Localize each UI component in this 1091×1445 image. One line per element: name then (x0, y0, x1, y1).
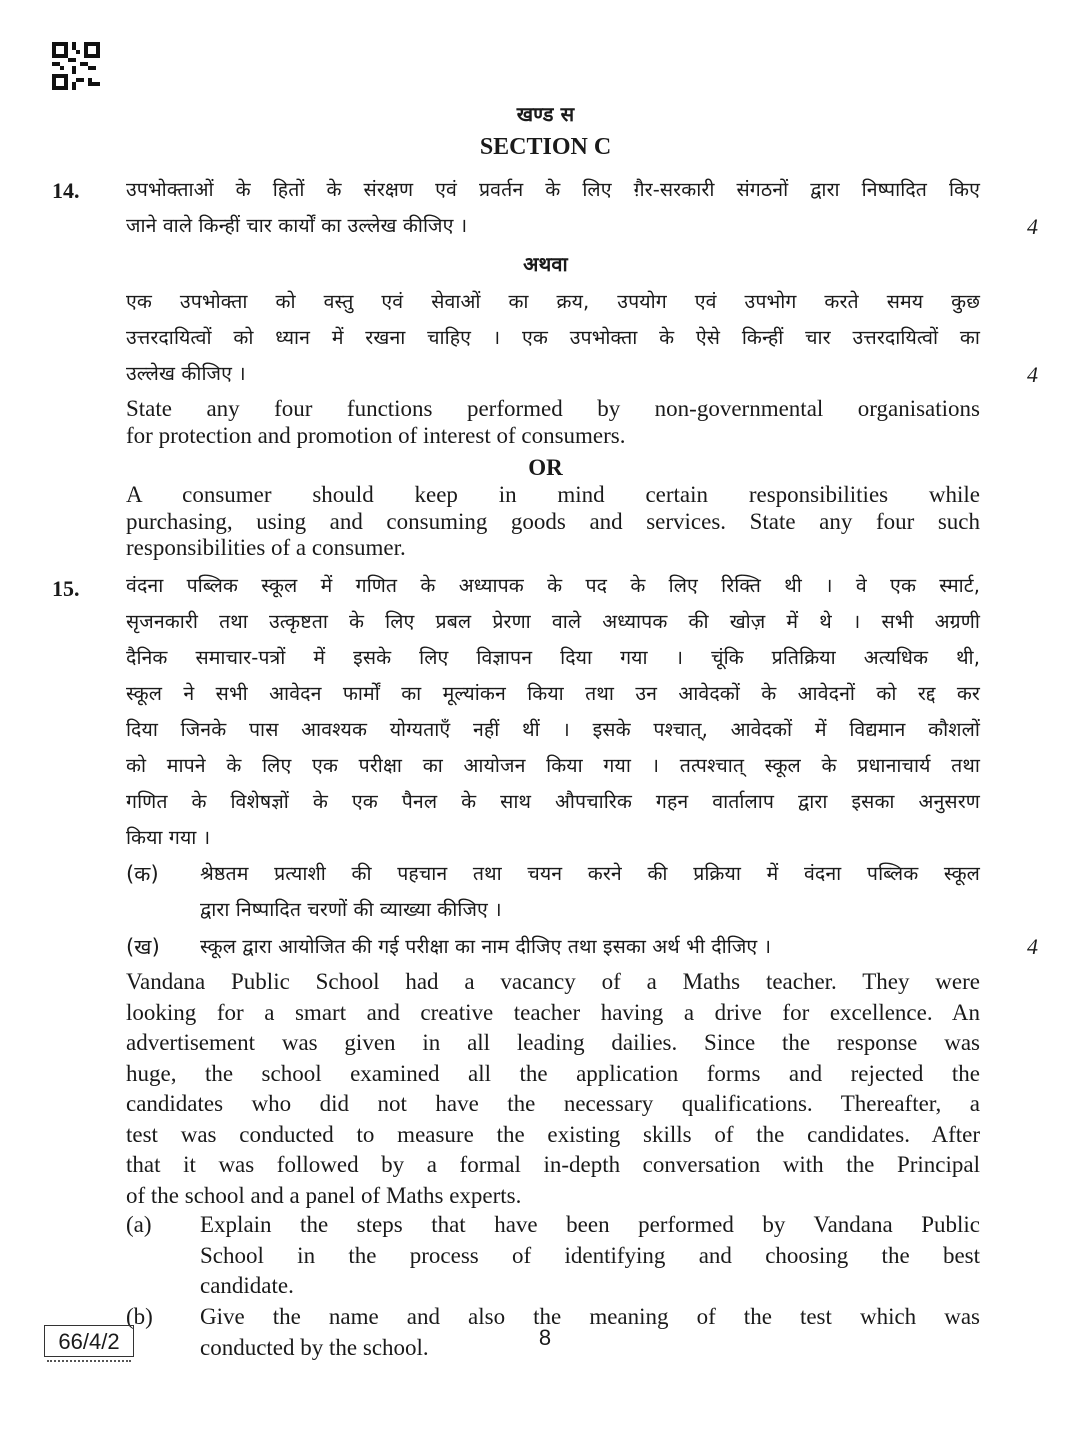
text-line: जाने वाले किन्हीं चार कार्यों का उल्लेख कीजिए । (126, 214, 468, 237)
text-line: गणित के विशेषज्ञों के एक पैनल के साथ औपचारिक गहन वार्तालाप द्वारा इसका अनुसरण (126, 790, 980, 813)
text-line: उत्तरदायित्वों को ध्यान में रखना चाहिए । एक उपभोक्ता के ऐसे किन्हीं चार उत्तरदायित्वों का (126, 326, 980, 349)
section-title-english: SECTION C (479, 134, 612, 160)
text-line: candidates who did not have the necessary qualifications. Thereafter, a (126, 1091, 980, 1116)
text-line: huge, the school examined all the application forms and rejected the (126, 1060, 980, 1086)
text-line: Explain the steps that have been performed by Vandana Public (200, 1212, 980, 1237)
page-number: 8 (538, 1325, 552, 1350)
marks-q14-hindi: 4 (1027, 214, 1038, 239)
text-line: Give the name and also the meaning of the test which was (200, 1304, 980, 1329)
text-line: दिया जिनके पास आवश्यक योग्यताएँ नहीं थीं । इसके पश्चात्, आवेदकों में विद्यमान कौशलों (126, 718, 980, 741)
text-line: सृजनकारी तथा उत्कृष्टता के लिए प्रबल प्रेरणा वाले अध्यापक की खोज़ में थे । सभी अग्रणी (126, 610, 980, 633)
q15-hindi-text (126, 568, 980, 856)
text-line: श्रेष्ठतम प्रत्याशी की पहचान तथा चयन करने की प्रक्रिया में वंदना पब्लिक स्कूल (200, 862, 980, 885)
q15-english-text (126, 967, 980, 1211)
sub-question-kha (200, 929, 980, 965)
text-line: वंदना पब्लिक स्कूल में गणित के अध्यापक के पद के लिए रिक्ति थी । वे एक स्मार्ट, (126, 574, 980, 597)
text-line: that it was followed by a formal in-depth conversation with the Principal (126, 1152, 980, 1177)
q14-alt-english-text (126, 482, 980, 562)
text-line: स्कूल द्वारा आयोजित की गई परीक्षा का नाम दीजिए तथा इसका अर्थ भी दीजिए । (200, 935, 772, 958)
text-line: for protection and promotion of interest of consumers. (126, 422, 626, 448)
qr-code-icon (52, 42, 100, 90)
text-line: द्वारा निष्पादित चरणों की व्याख्या कीजिए । (200, 898, 502, 921)
text-line: स्कूल ने सभी आवेदन फार्मों का मूल्यांकन किया तथा उन आवेदकों के आवेदनों को रद्द कर (126, 682, 980, 705)
question-number-14: 14. (52, 178, 80, 203)
sub-question-ka (200, 856, 980, 928)
q14-english-text (126, 396, 980, 449)
sub-question-label: (क) (126, 862, 159, 886)
text-line: School in the process of identifying and choosing the best (200, 1242, 980, 1268)
text-line: A consumer should keep in mind certain responsibilities while (126, 482, 980, 507)
q14-alt-hindi-text (126, 284, 980, 392)
text-line: conducted by the school. (200, 1334, 429, 1360)
marks-q15: 4 (1027, 934, 1038, 959)
sub-question-label: (ख) (126, 935, 160, 959)
sub-question-b (200, 1302, 980, 1363)
text-line: उल्लेख कीजिए । (126, 362, 246, 385)
text-line: of the school and a panel of Maths experts. (126, 1182, 522, 1208)
text-line: Vandana Public School had a vacancy of a Maths teacher. They were (126, 969, 980, 994)
text-line: किया गया । (126, 826, 211, 849)
text-line: दैनिक समाचार-पत्रों में इसके लिए विज्ञापन दिया गया । चूंकि प्रतिक्रिया अत्यधिक थी, (126, 646, 980, 669)
section-title-hindi: खण्ड स (516, 102, 575, 126)
text-line: State any four functions performed by non-governmental organisations (126, 396, 980, 421)
text-line: एक उपभोक्ता को वस्तु एवं सेवाओं का क्रय, उपयोग एवं उपभोग करते समय कुछ (126, 290, 980, 313)
text-line: advertisement was given in all leading dailies. Since the response was (126, 1030, 980, 1055)
text-line: candidate. (200, 1273, 294, 1298)
text-line: purchasing, using and consuming goods and services. State any four such (126, 508, 980, 534)
or-hindi: अथवा (523, 252, 568, 276)
text-line: को मापने के लिए एक परीक्षा का आयोजन किया गया । तत्पश्चात् स्कूल के प्रधानाचार्य तथा (126, 754, 980, 777)
sub-question-label: (b) (126, 1304, 153, 1329)
sub-question-label: (a) (126, 1212, 152, 1237)
text-line: responsibilities of a consumer. (126, 535, 406, 560)
text-line: test was conducted to measure the existing skills of the candidates. After (126, 1121, 980, 1147)
paper-code: 66/4/2 (44, 1325, 134, 1357)
q14-hindi-text (126, 172, 980, 244)
sub-question-a (200, 1210, 980, 1302)
question-number-15: 15. (52, 576, 80, 601)
or-english: OR (528, 455, 563, 480)
text-line: उपभोक्ताओं के हितों के संरक्षण एवं प्रवर्तन के लिए ग़ैर-सरकारी संगठनों द्वारा निष्पादित किए (126, 178, 980, 201)
marks-q14-alt: 4 (1027, 362, 1038, 387)
text-line: looking for a smart and creative teacher having a drive for excellence. An (126, 999, 980, 1025)
